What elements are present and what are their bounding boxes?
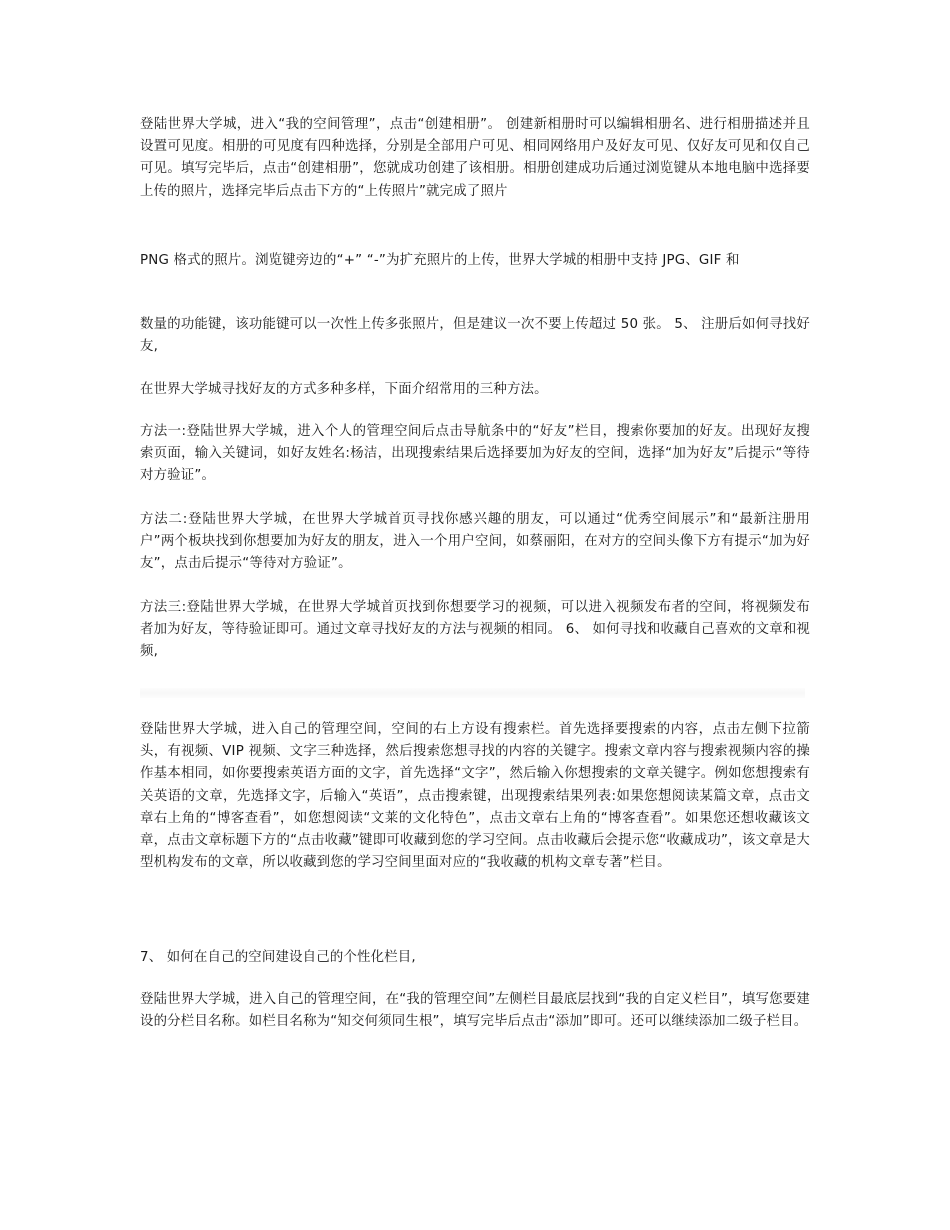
paragraph-custom-columns: 登陆世界大学城，进入自己的管理空间，在“我的管理空间”左侧栏目最底层找到“我的自定义栏目”，填写您要建设的分栏目名称。如栏目名称为“知交何须同生根”，填写完毕后点击“添加”即可。还可以继续添加二级子栏目。 [140,992,810,1030]
paragraph-png-format: PNG 格式的照片。浏览键旁边的“+” “-”为扩充照片的上传，世界大学城的相册中支持 JPG、GIF 和 [140,253,740,268]
paragraph-find-friends-intro: 在世界大学城寻找好友的方式多种多样，下面介绍常用的三种方法。 [140,382,548,397]
paragraph-method-one: 方法一:登陆世界大学城，进入个人的管理空间后点击导航条中的“好友”栏目，搜索你要加的好友。出现好友搜索页面，输入关键词，如好友姓名:杨洁，出现搜索结果后选择要加为好友的空间，选择“加为好友”后提示“等待对方验证”。 [140,424,810,484]
paragraph-upload-limit: 数量的功能键，该功能键可以一次性上传多张照片，但是建议一次不要上传超过 50 张。 5、 注册后如何寻找好友, [140,317,810,355]
paragraph-method-three: 方法三:登陆世界大学城，在世界大学城首页找到你想要学习的视频，可以进入视频发布者的空间，将视频发布者加为好友，等待验证即可。通过文章寻找好友的方法与视频的相同。 6、 如何寻找和收藏自己喜欢的文章和视频, [140,600,810,660]
paragraph-create-album: 登陆世界大学城，进入“我的空间管理”，点击“创建相册”。 创建新相册时可以编辑相册名、进行相册描述并且设置可见度。相册的可见度有四种选择，分别是全部用户可见、相同网络用户及好友可见、仅好友可见和仅自己可见。填写完毕后，点击“创建相册”，您就成功创建了该相册。相册创建成功后通过浏览键从本地电脑中选择要上传的照片，选择完毕后点击下方的“上传照片”就完成了照片 [140,117,810,199]
heading-custom-columns: 7、 如何在自己的空间建设自己的个性化栏目, [140,950,416,965]
paragraph-search-articles: 登陆世界大学城，进入自己的管理空间，空间的右上方设有搜索栏。首先选择要搜索的内容，点击左侧下拉箭头，有视频、VIP 视频、文字三种选择，然后搜索您想寻找的内容的关键字。搜索文章内容与搜索视频内容的操作基本相同，如你要搜索英语方面的文字，首先选择“文字”，然后输入你想搜索的文章关键字。例如您想搜索有关英语的文章，先选择文字，后输入“英语”，点击搜索键，出现搜索结果列表:如果您想阅读某篇文章，点击文章右上角的“博客查看”，如您想阅读“文莱的文化特色”，点击文章右上角的“博客查看”。如果您还想收藏该文章，点击文章标题下方的“点击收藏”键即可收藏到您的学习空间。点击收藏后会提示您“收藏成功”，该文章是大型机构发布的文章，所以收藏到您的学习空间里面对应的“我收藏的机构文章专著”栏目。 [140,722,810,871]
paragraph-method-two: 方法二:登陆世界大学城，在世界大学城首页寻找你感兴趣的朋友，可以通过“优秀空间展示”和“最新注册用户”两个板块找到你想要加为好友的朋友，进入一个用户空间，如蔡丽阳，在对方的空间头像下方有提示“加为好友”，点击后提示“等待对方验证”。 [140,512,810,572]
section-divider [140,688,805,698]
